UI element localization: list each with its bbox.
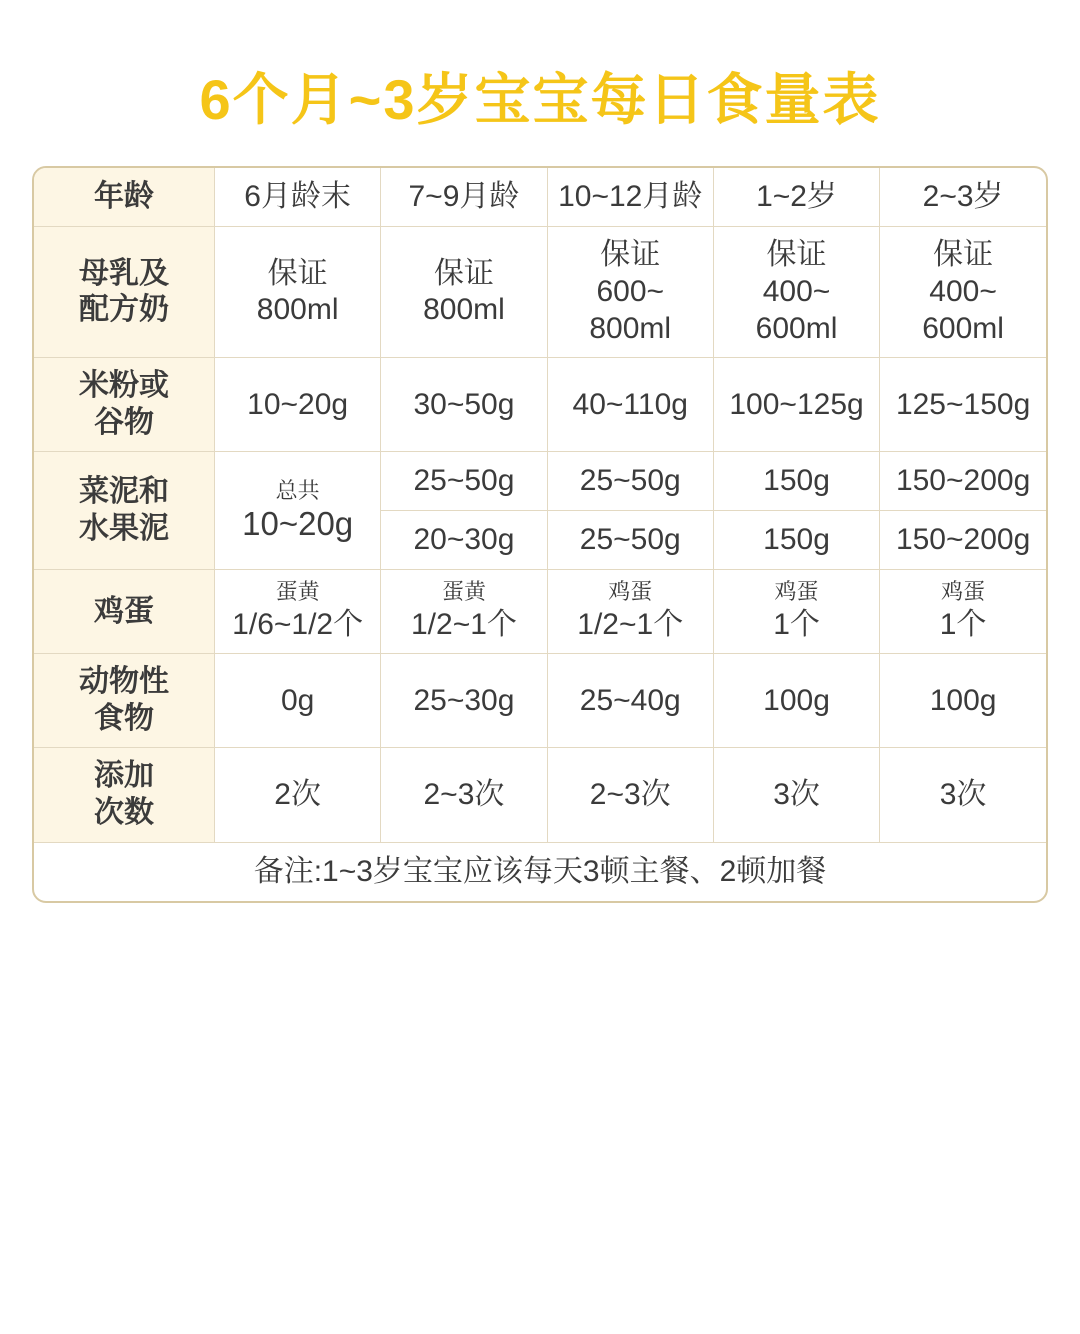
cell-milk-2 (547, 227, 713, 358)
cell-frequency-2: 2~3次 (547, 748, 713, 842)
cell-puree-3-top: 150g (714, 452, 879, 511)
header-age-col-0: 6月龄末 (215, 168, 381, 227)
cell-egg-0 (215, 570, 381, 654)
row-label-cereal-line2: 谷物 (94, 405, 154, 439)
cell-milk-1-line2: 800ml (423, 293, 505, 327)
cell-puree-3-bottom: 150g (763, 523, 830, 557)
cell-milk-0-line2: 800ml (256, 293, 339, 327)
cell-animal-2: 25~40g (547, 654, 713, 748)
cell-milk-1 (381, 227, 547, 358)
cell-puree-4-top: 150~200g (880, 452, 1046, 511)
row-label-animal-food (34, 654, 215, 748)
cell-milk-1-line1: 保证 (433, 256, 494, 290)
row-label-puree-line1: 菜泥和 (79, 475, 169, 509)
cell-egg-4 (880, 570, 1046, 654)
cell-frequency-0: 2次 (215, 748, 381, 842)
cell-egg-3-line1: 鸡蛋 (774, 579, 819, 605)
food-amount-table-container (32, 166, 1048, 903)
cell-puree-0-note: 总共 (275, 477, 320, 503)
cell-egg-3 (713, 570, 879, 654)
cell-egg-1-line1: 蛋黄 (441, 579, 486, 605)
header-age-col-3: 1~2岁 (713, 168, 879, 227)
cell-puree-2 (547, 452, 713, 570)
cell-puree-1-top: 25~50g (381, 452, 546, 511)
cell-cereal-4: 125~150g (880, 358, 1046, 452)
cell-puree-1 (381, 452, 547, 570)
cell-puree-0-merged (215, 452, 381, 570)
row-label-frequency (34, 748, 215, 842)
cell-puree-1-bottom: 20~30g (413, 523, 515, 557)
row-label-milk-line1: 母乳及 (79, 256, 169, 290)
page-title: 6个月~3岁宝宝每日食量表 (199, 68, 881, 131)
cell-cereal-3: 100~125g (713, 358, 879, 452)
cell-egg-0-line1: 蛋黄 (275, 579, 320, 605)
row-label-cereal (34, 358, 215, 452)
table-row (34, 570, 1046, 654)
cell-egg-3-line2: 1个 (773, 607, 820, 641)
cell-puree-4-bottom: 150~200g (895, 523, 1031, 557)
cell-milk-2-line3: 800ml (589, 311, 672, 345)
cell-egg-2-line2: 1/2~1个 (577, 607, 684, 641)
cell-frequency-4: 3次 (880, 748, 1046, 842)
header-age-col-4: 2~3岁 (880, 168, 1046, 227)
table-header-row (34, 168, 1046, 227)
header-age-col-1: 7~9月龄 (381, 168, 547, 227)
cell-egg-2 (547, 570, 713, 654)
row-label-egg: 鸡蛋 (34, 570, 215, 654)
header-age-label: 年龄 (34, 168, 215, 227)
cell-egg-1 (381, 570, 547, 654)
cell-milk-2-line1: 保证 (600, 238, 661, 272)
cell-milk-3-line3: 600ml (755, 311, 838, 345)
row-label-milk (34, 227, 215, 358)
cell-puree-3 (713, 452, 879, 570)
cell-egg-4-line1: 鸡蛋 (941, 579, 986, 605)
row-label-frequency-line2: 次数 (94, 795, 154, 829)
row-label-frequency-line1: 添加 (94, 759, 154, 793)
table-row (34, 358, 1046, 452)
cell-frequency-3: 3次 (713, 748, 879, 842)
food-amount-table (34, 168, 1046, 901)
row-label-puree-line2: 水果泥 (79, 511, 169, 545)
cell-egg-4-line2: 1个 (939, 607, 987, 641)
cell-milk-4-line2: 400~ (929, 274, 997, 308)
table-row (34, 748, 1046, 842)
cell-animal-4: 100g (880, 654, 1046, 748)
cell-milk-4 (880, 227, 1046, 358)
cell-milk-0-line1: 保证 (267, 256, 328, 290)
cell-animal-0: 0g (215, 654, 381, 748)
row-label-puree (34, 452, 215, 570)
cell-cereal-1: 30~50g (381, 358, 547, 452)
header-age-col-2: 10~12月龄 (547, 168, 713, 227)
cell-puree-0-value: 10~20g (242, 504, 354, 542)
cell-milk-4-line3: 600ml (922, 311, 1004, 345)
cell-puree-4 (880, 452, 1046, 570)
cell-milk-3-line2: 400~ (762, 274, 831, 308)
cell-milk-2-line2: 600~ (596, 274, 665, 308)
cell-milk-3 (713, 227, 879, 358)
cell-cereal-2: 40~110g (547, 358, 713, 452)
row-label-animal-food-line2: 食物 (94, 701, 154, 735)
table-row (34, 654, 1046, 748)
row-label-cereal-line1: 米粉或 (79, 369, 169, 403)
table-footer-row (34, 842, 1046, 901)
cell-milk-0 (215, 227, 381, 358)
cell-cereal-0: 10~20g (215, 358, 381, 452)
table-row (34, 452, 1046, 570)
cell-milk-4-line1: 保证 (933, 238, 994, 272)
cell-frequency-1: 2~3次 (381, 748, 547, 842)
table-row (34, 227, 1046, 358)
cell-animal-1: 25~30g (381, 654, 547, 748)
cell-puree-2-top: 25~50g (548, 452, 713, 511)
cell-egg-2-line1: 鸡蛋 (608, 579, 653, 605)
cell-animal-3: 100g (713, 654, 879, 748)
cell-puree-2-bottom: 25~50g (579, 523, 681, 557)
cell-milk-3-line1: 保证 (766, 238, 827, 272)
row-label-animal-food-line1: 动物性 (79, 665, 169, 699)
cell-egg-0-line2: 1/6~1/2个 (232, 607, 364, 641)
footer-note: 备注:1~3岁宝宝应该每天3顿主餐、2顿加餐 (34, 842, 1046, 901)
row-label-milk-line2: 配方奶 (79, 293, 169, 327)
cell-egg-1-line2: 1/2~1个 (410, 607, 517, 641)
